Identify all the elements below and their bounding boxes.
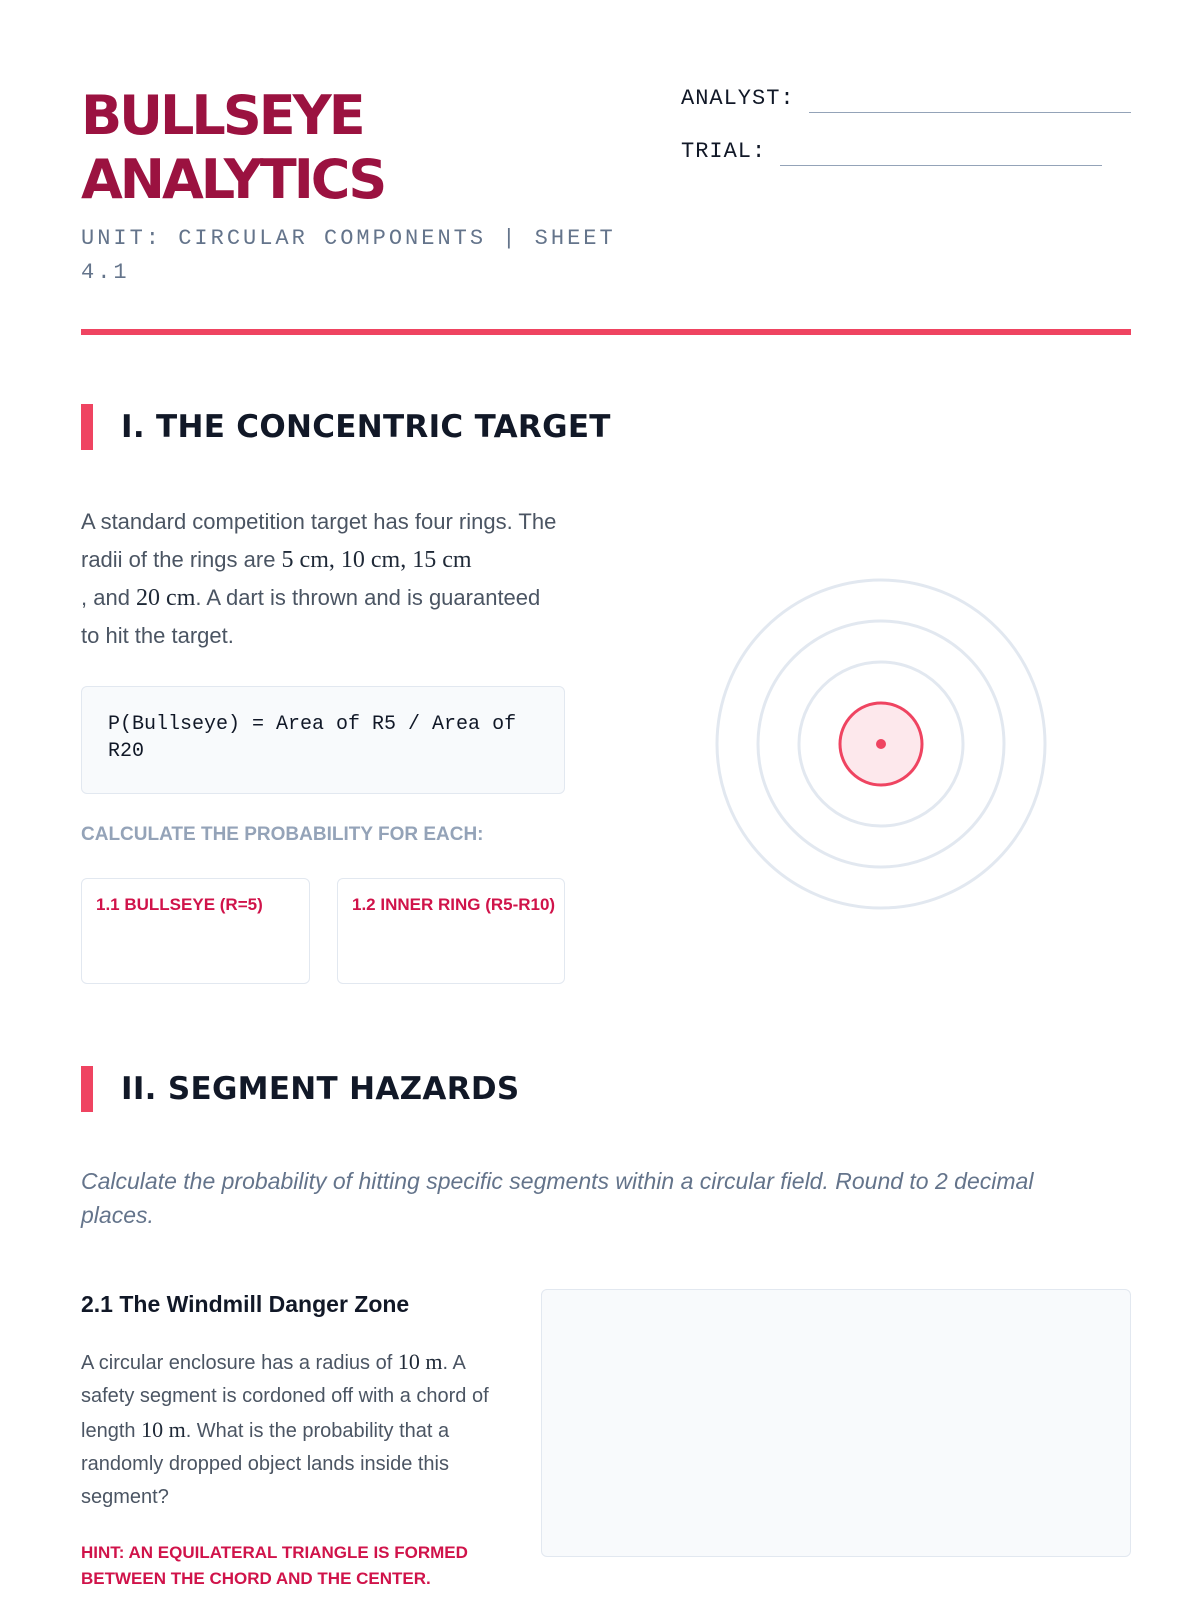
intro-text-b: , and [81, 585, 137, 610]
brand-line-2: ANALYTICS [81, 148, 385, 211]
calculate-label: CALCULATE THE PROBABILITY FOR EACH: [81, 824, 484, 845]
trial-field[interactable] [681, 139, 1102, 164]
section-2-heading [81, 1066, 520, 1112]
problem-text-a: A circular enclosure has a radius of [81, 1352, 398, 1374]
brand-title [81, 84, 384, 212]
problem-chord: 10 m [141, 1417, 186, 1442]
formula-box: P(Bullseye) = Area of R5 / Area of R20 [81, 686, 565, 794]
trial-blank-line[interactable] [780, 165, 1102, 166]
section-1-heading [81, 404, 611, 450]
trial-label: TRIAL: [681, 139, 767, 164]
radius-2: 10 cm [340, 547, 401, 573]
section-2-accent-bar [81, 1066, 93, 1112]
answer-label-bullseye: 1.1 BULLSEYE (R=5) [96, 895, 263, 914]
target-diagram [711, 574, 1051, 914]
workspace-box[interactable] [541, 1289, 1131, 1557]
problem-radius: 10 m [397, 1349, 443, 1374]
answer-label-inner-ring: 1.2 INNER RING (R5-R10) [352, 895, 556, 914]
answer-box-inner-ring[interactable] [337, 878, 565, 984]
problem-text-c: . What is the probability that a randomly dropped object lands inside this segment? [81, 1420, 450, 1508]
section-1-title: I. THE CONCENTRIC TARGET [121, 409, 611, 445]
problem-2-1-text [81, 1345, 491, 1514]
radius-4: 20 cm [136, 585, 196, 611]
section-2-intro: Calculate the probability of hitting specific segments within a circular field. Round to 2 decimal places. [81, 1168, 1034, 1228]
problem-text-b: . A safety segment is cordoned off with a chord of length [81, 1352, 489, 1442]
intro-text-c: . A dart is thrown and is guaranteed to hit the target. [81, 585, 541, 648]
analyst-label: ANALYST: [681, 86, 795, 111]
section-1-accent-bar [81, 404, 93, 450]
problem-2-1-hint: HINT: AN EQUILATERAL TRIANGLE IS FORMED BETWEEN THE CHORD AND THE CENTER. [81, 1543, 468, 1588]
section-2-title: II. SEGMENT HAZARDS [121, 1071, 520, 1107]
header-divider [81, 329, 1131, 335]
target-center-dot [876, 739, 886, 749]
separator-2: , [400, 547, 413, 573]
intro-text-a: A standard competition target has four rings. The radii of the rings are [81, 509, 557, 572]
radius-1: 5 cm [281, 547, 329, 573]
problem-2-1-title: 2.1 The Windmill Danger Zone [81, 1291, 410, 1317]
worksheet-page [81, 0, 1131, 1600]
section-1-intro [81, 503, 561, 655]
unit-subtitle: UNIT: CIRCULAR COMPONENTS | SHEET 4.1 [81, 226, 616, 285]
analyst-field[interactable] [681, 86, 1131, 111]
separator-1: , [328, 547, 341, 573]
answer-box-bullseye[interactable] [81, 878, 310, 984]
radius-3: 15 cm [412, 547, 472, 573]
analyst-blank-line[interactable] [809, 112, 1131, 113]
brand-line-1: BULLSEYE [81, 84, 363, 147]
